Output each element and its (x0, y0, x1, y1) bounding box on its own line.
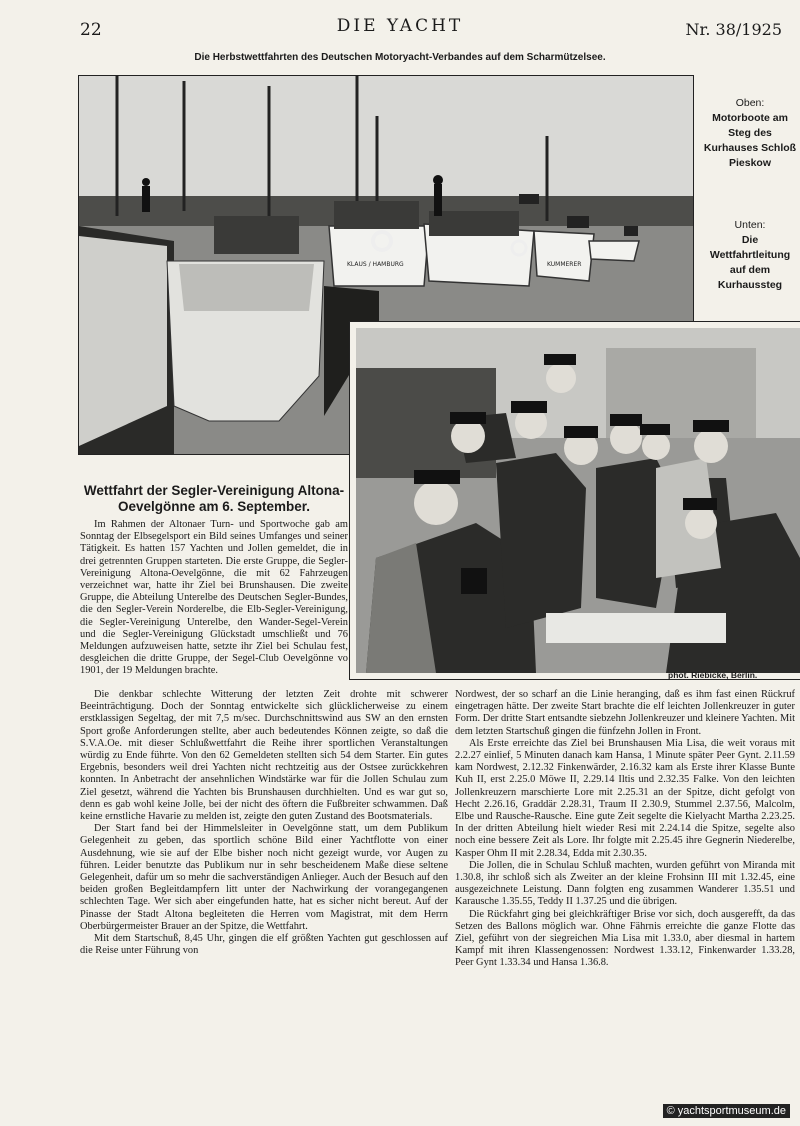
caption-bottom-label: Unten: (734, 219, 766, 231)
watermark: © yachtsportmuseum.de (663, 1104, 790, 1118)
article-title: Wettfahrt der Segler-Vereinigung Altona-Oevelgönne am 6. September. (83, 483, 345, 514)
caption-top-text: Motorboote am Steg des Kurhauses Schloß Pieskow (703, 112, 797, 169)
running-title: DIE YACHT (336, 16, 464, 36)
article-left-column (80, 689, 448, 957)
paragraph: Nordwest, der so scharf an die Linie heranging, daß es ihm fast einen Rückruf eingetragen hätte. Der zweite Start brachte die elf leichten Jollenkreuzer in guter Form. Der dritte Start entsandte siebzehn Jollenkreuzer und kleinere Yachten. Mit dem letzten Startschuß gingen die fünfzehn Jollen in Front. (455, 689, 795, 737)
race-committee-illustration (356, 328, 800, 673)
paragraph: Die Rückfahrt ging bei gleichkräftiger Brise vor sich, doch ausgerefft, da das Setzen des Ballons möglich war. Ohne Fährnis erreichte die ganze Flotte das Ziel, geführt von der siegreichen Mia Lisa mit 1.33.0, aber diesmal in hartem Kampf mit ihren Klassengenossen: Nordwest 1.33.12, Finkenwarder 1.33.28, Peer Gynt 1.33.34 und Hansa 1.36.8. (455, 908, 795, 969)
article-intro (80, 519, 348, 678)
boat-name-2: KUMMERER (547, 261, 582, 268)
caption-bottom-photo (702, 218, 798, 293)
paragraph: Mit dem Startschuß, 8,45 Uhr, gingen die elf größten Yachten gut geschlossen auf die Reise unter Führung von (80, 933, 448, 957)
boat-name-1: KLAUS / HAMBURG (347, 261, 404, 268)
page-number: 22 (80, 20, 102, 40)
article-right-column (455, 689, 795, 970)
paragraph: Der Start fand bei der Himmelsleiter in Oevelgönne statt, um dem Publikum Gelegenheit zu geben, das sportlich schöne Bild einer Yachtflotte von einer Ausdehnung, wie sie auf der Elbe bisher noch nicht gezeigt wurde, vor Augen zu führen. Leider benutzte das Publikum nur in sehr bescheidenem Maße diese seltene Gelegenheit, dafür um so mehr die sachverständigen Anlieger. Auch der Besuch auf den beiden großen Begleitdampfern litt unter der Nachwirkung der vorangegangenen schlechten Tage. Wer sich aber eingefunden hatte, hat es sicher nicht bereut. Auf der Pinasse der Stadt Altona begleiteten die Herren vom Magistrat, mit dem Herrn Oberbürgermeister Brauer an der Spitze, die Wettfahrt. (80, 823, 448, 932)
paragraph: Die Jollen, die in Schulau Schluß machten, wurden geführt von Miranda mit 1.30.8, ihr schloß sich als Zweiter an der kleine Frohsinn III mit 1.32.45, eine ausgezeichnete Leistung. Dann folgten eng zusammen Wanderer 1.35.51 und Karausche 1.35.55, Teddy II 1.37.25 und die übrigen. (455, 859, 795, 908)
race-committee-photo (350, 322, 800, 679)
caption-top-photo (702, 96, 798, 171)
photo-heading: Die Herbstwettfahrten des Deutschen Motoryacht-Verbandes auf dem Scharmützelsee. (194, 52, 606, 63)
caption-top-label: Oben: (735, 97, 765, 109)
caption-bottom-text: Die Wettfahrtleitung auf dem Kurhaussteg (709, 234, 791, 291)
paragraph: Die denkbar schlechte Witterung der letzten Zeit drohte mit schwerer Beeinträchtigung. Doch der Sonntag entwickelte sich glücklicherweise zu einem erstklassigen Segeltag, der mit 7,5 m/sec. Durchschnittswind aus SW an den ernsten Sport große Anforderungen stellte, aber auch bedeutendes Können zeigte, so daß die S.V.A.Oe. mit dieser Schlußwettfahrt die Reihe ihrer sportlichen Veranstaltungen würdig zu Ende führte. Von den 62 Gemeldeten stellten sich 54 dem Starter. Ein gutes Ergebnis, besonders weil drei Yachten nicht rechtzeitig aus der Ostsee zurückkehren konnten. In Anbetracht der ansehnlichen Windstärke war für die Jollen Schulau zum Ziel gesetzt, während die Yachten bis Brunshausen durchhielten. Und es war gut so, denn es gab wohl keine Jolle, bei der nicht des öftern die Fußbreiter schwammen. Daß keine ernstliche Havarie zu melden ist, zeigte den guten Zustand des Bootsmaterials. (80, 689, 448, 823)
issue-number: Nr. 38/1925 (685, 20, 782, 39)
paragraph: Als Erste erreichte das Ziel bei Brunshausen Mia Lisa, die weit voraus mit 2.2.27 einlief, 5 Minuten danach kam Hansa, 1 Minute später Peer Gynt. 2.11.59 kam Nordwest, 2.12.32 Finkenwärder, 2.16.32 kam als Erste ihrer Klasse Bunte Kuh II, erst 2.25.0 Möwe II, 2.29.14 Iltis und 2.32.35 Falke. Von den leichten Jollenkreuzern marschierte Lore mit 2.25.31 an der Spitze, dicht gefolgt von Hecht 2.26.16, Graddär 2.28.31, Traum II 2.30.9, Stummel 2.37.56, Malcolm, Elbe und Rausche-Rausche. Eine gute Zeit segelte die Kielyacht Martha 2.23.25. In der dritten Abteilung hielt wieder Resi mit 2.24.14 die Spitze, segelte also noch eine bessere Zeit als Lore. Ihr folgte mit 2.25.45 ihre Gegnerin Niederelbe, Kasper Ohm II mit 2.28.34, Edda mit 2.30.35. (455, 737, 795, 859)
paragraph: Im Rahmen der Altonaer Turn- und Sportwoche gab am Sonntag der Elbsegelsport ein Bild seines Umfanges und seiner Tätigkeit. Es hatten 157 Yachten und Jollen gemeldet, die in drei getrennten Gruppen starteten. Die erste Gruppe, die Segler-Vereinigung Altona-Oevelgönne, die mit 62 Fahrzeugen verzeichnet war, hatte ihr Ziel bei Brunshausen. Die zweite Gruppe, die Abteilung Unterelbe des Deutschen Segler-Bundes, die den Segler-Verein Norderelbe, die Elb-Segler-Vereinigung, die Segler-Vereinigung Unterelbe, den Wander-Segel-Verein und die Segler-Vereinigung Glückstadt umschließt und 76 Meldungen aufzuweisen hatte, setzte ihr Ziel bei Schulau fest, desgleichen die dritte Gruppe, der Segel-Club Oevelgönne vo 1901, der 19 Meldungen brachte. (80, 519, 348, 677)
photo-credit: phot. Riebicke, Berlin. (668, 670, 758, 680)
